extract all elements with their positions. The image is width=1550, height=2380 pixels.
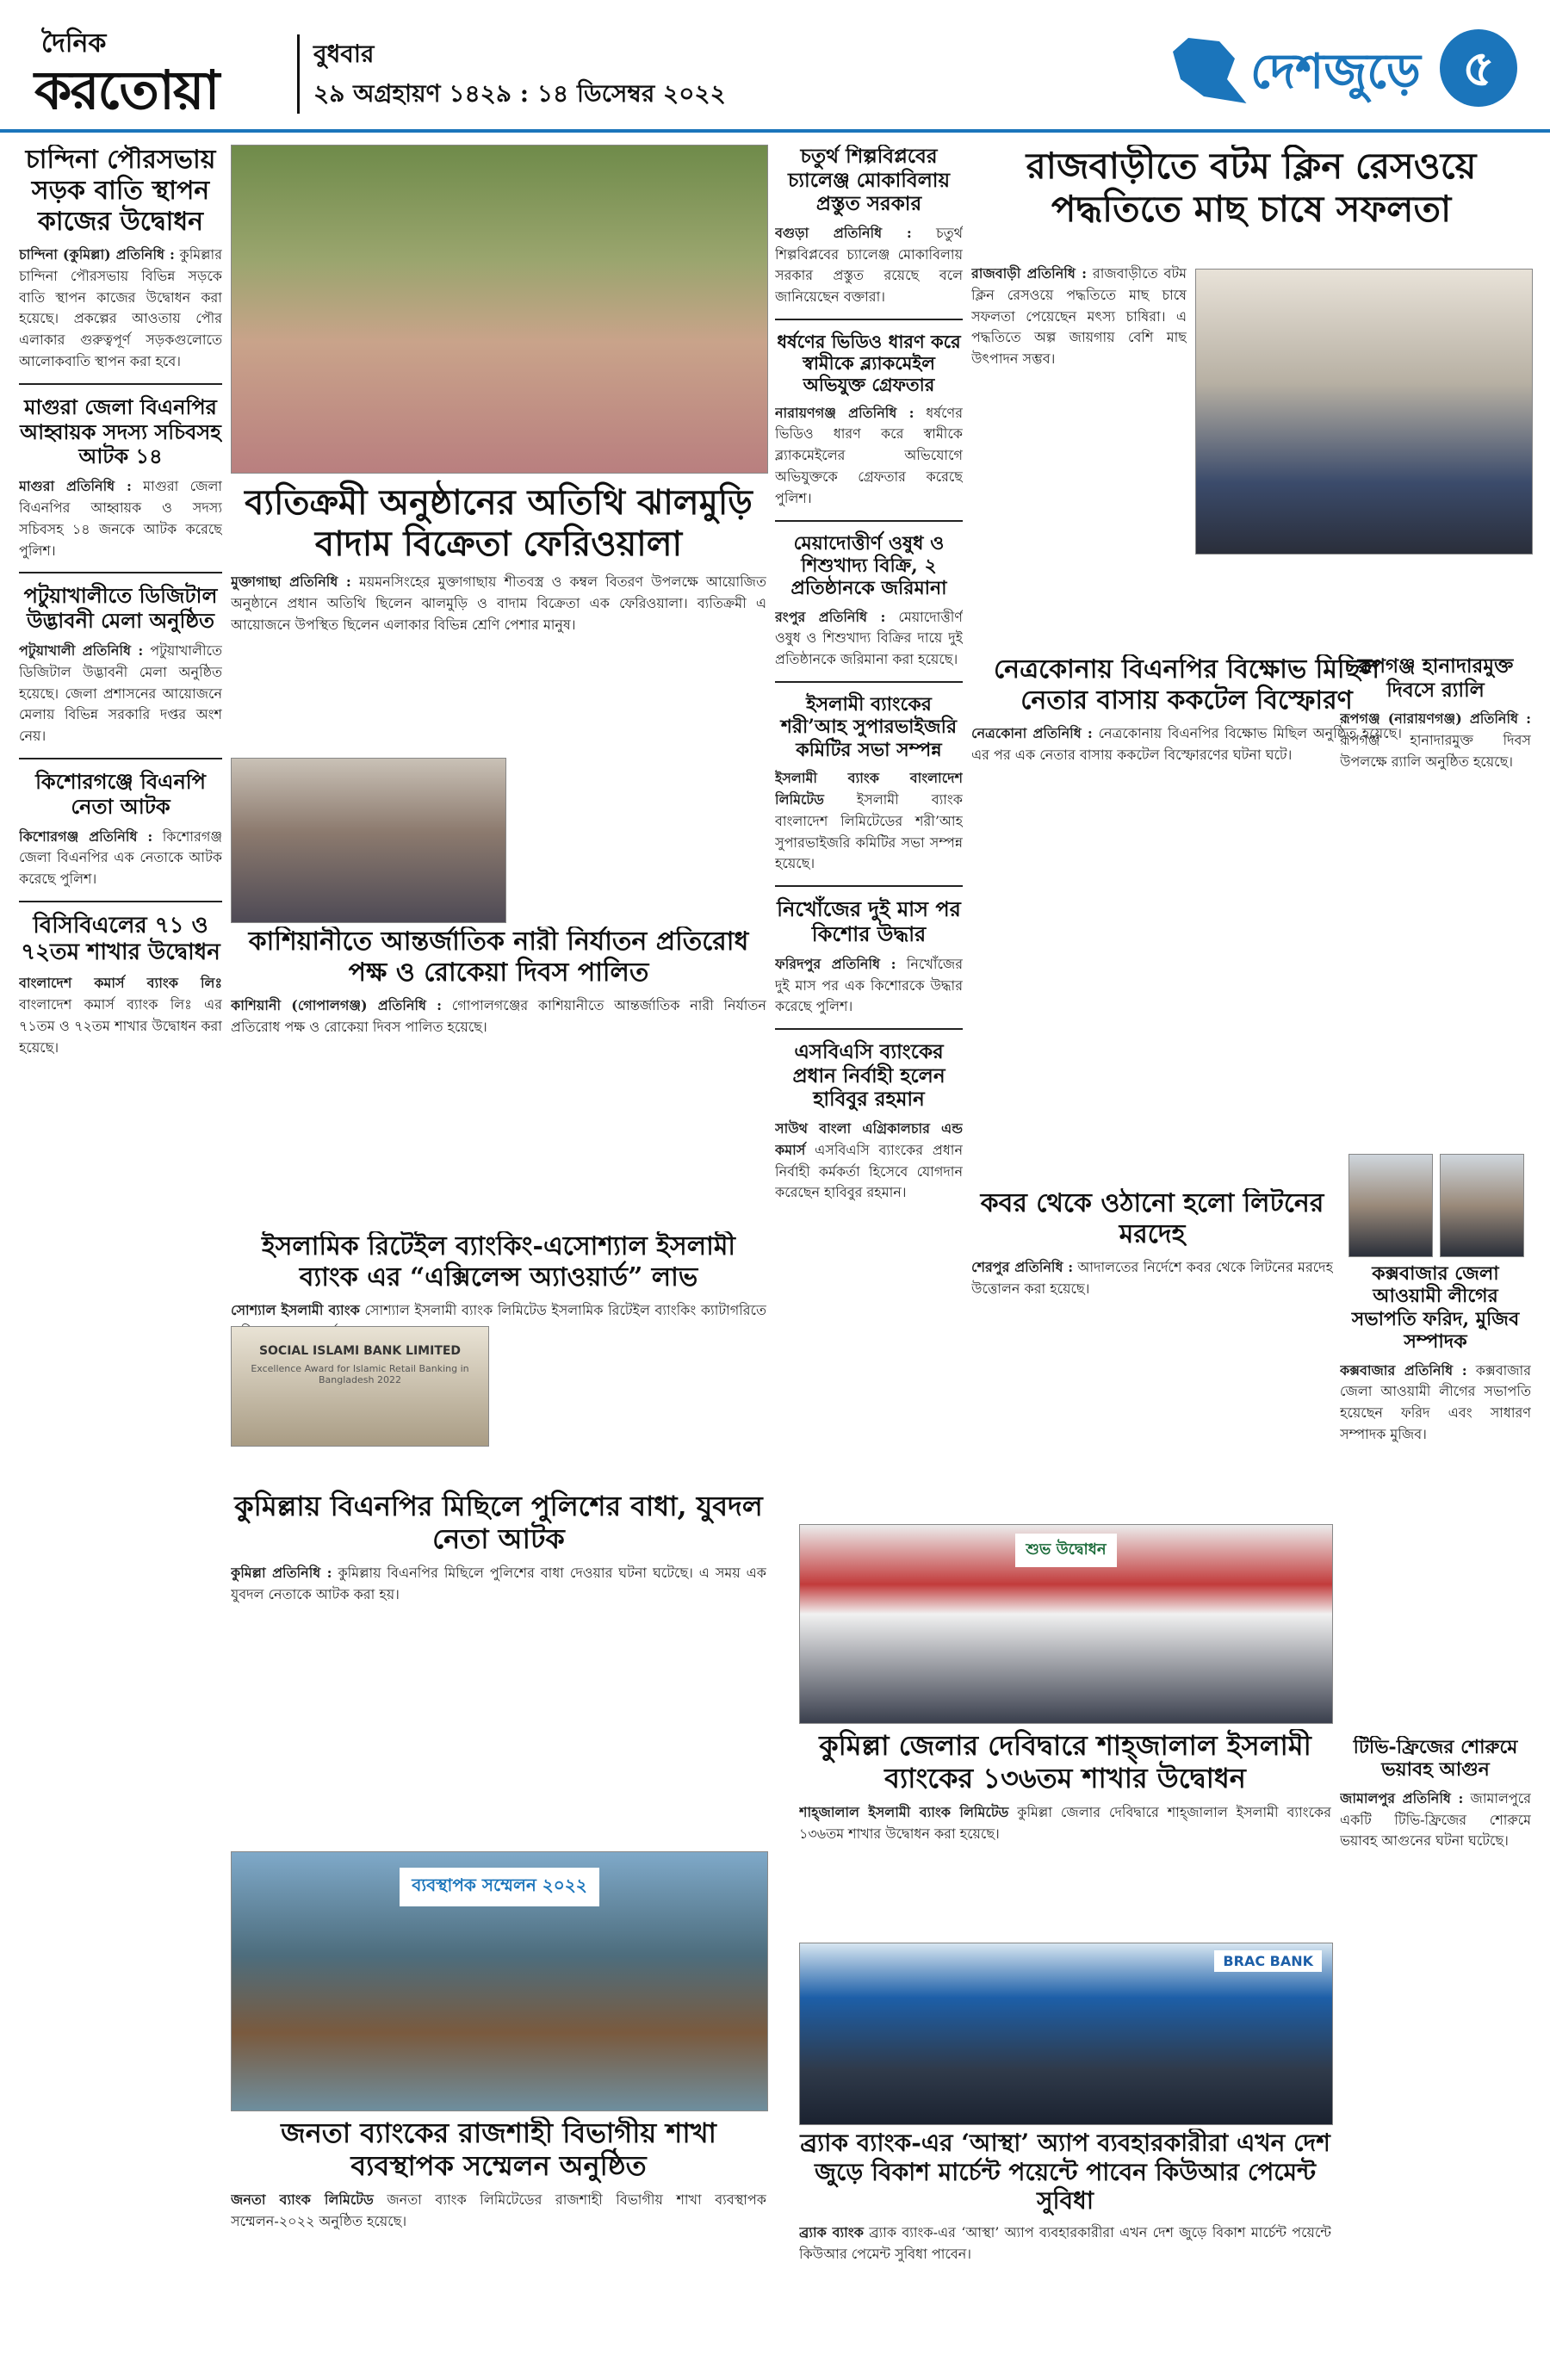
divider — [775, 319, 963, 320]
divider — [775, 1028, 963, 1030]
section-header — [1173, 29, 1517, 112]
headline-tv-fridge: টিভি-ফ্রিজের শোরুমে ভয়াবহ আগুন — [1353, 1736, 1518, 1782]
byline-byatikrami: মুক্তাগাছা প্রতিনিধি : — [231, 573, 351, 590]
text-brac: ব্র্যাক ব্যাংক-এর ‘আস্থা’ অ্যাপ ব্যবহারকারীরা এখন দেশ জুড়ে বিকাশ মার্চেন্ট পয়েন্টে কিউআর পেমেন্ট সুবিধা পাবেন। — [799, 2223, 1331, 2262]
section-label: দেশজুড়ে — [1250, 43, 1421, 100]
bangladesh-map-icon — [1173, 38, 1250, 107]
text-islamic-retail: সোশ্যাল ইসলামী ব্যাংক লিমিটেড ইসলামিক রিটেইল ব্যাংকিং ক্যাটাগরিতে — [364, 1302, 766, 1318]
text-rupganj: রূপগঞ্জ হানাদারমুক্ত দিবস উপলক্ষে র‌্যালি অনুষ্ঠিত হয়েছে। — [1340, 731, 1531, 770]
byline-meyad: রংপুর প্রতিনিধি : — [775, 608, 886, 625]
page-number: ৫ — [1440, 29, 1517, 107]
text-meyad: মেয়াদোত্তীর্ণ ওষুধ ও শিশুখাদ্য বিক্রির দায়ে দুই প্রতিষ্ঠানকে জরিমানা করা হয়েছে। — [775, 608, 963, 668]
coxsbazar-story — [1340, 1262, 1531, 1727]
headline-comilla-bnp: কুমিল্লায় বিএনপির মিছিলে পুলিশের বাধা, যুবদল নেতা আটক — [234, 1490, 763, 1556]
headline-chandina: চান্দিনা পৌরসভায় সড়ক বাতি স্থাপন কাজের উদ্বোধন — [25, 145, 216, 237]
headline-rupganj: রূপগঞ্জ হানাদারমুক্ত দিবসে র‌্যালি — [1357, 654, 1514, 702]
text-kabar: আদালতের নির্দেশে কবর থেকে লিটনের মরদেহ উত্তোলন করা হয়েছে। — [971, 1259, 1333, 1297]
kashiani-story — [231, 927, 766, 1228]
headline-islamic-retail: ইসলামিক রিটেইল ব্যাংকিং-এসোশ্যাল ইসলামী ব্যাংক এর “এক্সিলেন্স অ্যাওয়ার্ড” লাভ — [261, 1231, 736, 1292]
byline-netrokona: নেত্রকোনা প্রতিনিধি : — [971, 725, 1093, 741]
divider — [19, 383, 222, 385]
photo-brac-app — [799, 1943, 1333, 2125]
byline-shilpa: বগুড়া প্রতিনিধি : — [775, 224, 912, 241]
text-bcbl: বাংলাদেশ কমার্স ব্যাংক লিঃ এর ৭১তম ও ৭২তম শাখার উদ্বোধন করা হয়েছে। — [19, 996, 222, 1056]
headline-kishoreganj: কিশোরগঞ্জে বিএনপি নেতা আটক — [35, 768, 206, 819]
byline-rajbari: রাজবাড়ী প্রতিনিধি : — [971, 265, 1088, 282]
rajbari-story — [971, 145, 1531, 265]
headline-rajbari: রাজবাড়ীতে বটম ক্লিন রেসওয়ে পদ্ধতিতে মাছ চাষে সফলতা — [1026, 145, 1477, 231]
photo-award-certificate — [231, 1326, 489, 1447]
text-kashiani: গোপালগঞ্জের কাশিয়ানীতে আন্তর্জাতিক নারী নির্যাতন প্রতিরোধ পক্ষ ও রোকেয়া দিবস পালিত হয়েছে। — [231, 997, 766, 1035]
byline-comilla-bnp: কুমিল্লা প্রতিনিধি : — [231, 1564, 332, 1581]
rajbari-body — [971, 263, 1187, 565]
byline-magura: মাগুরা প্রতিনিধি : — [19, 478, 132, 495]
dateline — [297, 34, 726, 114]
column-left — [19, 145, 222, 2366]
masthead — [0, 0, 1550, 133]
headline-magura: মাগুরা জেলা বিএনপির আহ্বায়ক সদস্য সচিবসহ আটক ১৪ — [20, 394, 221, 469]
headline-shahjalal: কুমিল্লা জেলার দেবিদ্বারে শাহ্জালাল ইসলামী ব্যাংকের ১৩৬তম শাখার উদ্বোধন — [819, 1729, 1311, 1795]
divider — [19, 901, 222, 902]
text-chandina: কুমিল্লার চান্দিনা পৌরসভায় বিভিন্ন সড়কে বাতি স্থাপন কাজের উদ্বোধন করা হয়েছে। প্রকল্পের আওতায় পৌর এলাকার গুরুত্বপূর্ণ সড়কগুলোতে আলোকবাতি স্থাপন করা হবে। — [19, 246, 222, 369]
byline-kabar: শেরপুর প্রতিনিধি : — [971, 1259, 1074, 1275]
headline-patuakhali: পটুয়াখালীতে ডিজিটাল উদ্ভাবনী মেলা অনুষ্ঠিত — [23, 583, 218, 634]
text-shilpa: চতুর্থ শিল্পবিপ্লবের চ্যালেঞ্জ মোকাবিলায় সরকার প্রস্তুত রয়েছে বলে জানিয়েছেন বক্তারা। — [775, 224, 963, 306]
netrokona-story — [971, 654, 1402, 870]
portrait-mujib — [1440, 1154, 1524, 1257]
headline-byatikrami: ব্যতিক্রমী অনুষ্ঠানের অতিথি ঝালমুড়ি বাদাম বিক্রেতা ফেরিওয়ালা — [245, 482, 753, 564]
text-janata: জনতা ব্যাংক লিমিটেডের রাজশাহী বিভাগীয় শাখা ব্যবস্থাপক সম্মেলন-২০২২ অনুষ্ঠিত হয়েছে। — [231, 2191, 766, 2229]
byline-dharshan: নারায়ণগঞ্জ প্রতিনিধি : — [775, 404, 914, 421]
shahjalal-banner: শুভ উদ্বোধন — [1015, 1534, 1116, 1567]
text-comilla-bnp: কুমিল্লায় বিএনপির মিছিলে পুলিশের বাধা দেওয়ার ঘটনা ঘটেছে। এ সময় এক যুবদল নেতাকে আটক করা হয়। — [231, 1564, 766, 1602]
divider — [775, 885, 963, 887]
photo-kashiani-event — [231, 758, 506, 923]
brac-banner: BRAC BANK — [1214, 1950, 1322, 1972]
divider — [19, 572, 222, 573]
text-dharshan: ধর্ষণের ভিডিও ধারণ করে স্বামীকে ব্ল্যাকমেইলের অভিযোগে অভিযুক্তকে গ্রেফতার করেছে পুলিশ। — [775, 404, 963, 506]
byline-sbac: সাউথ বাংলা এগ্রিকালচার এন্ড কমার্স — [775, 1120, 963, 1158]
text-kishoreganj: কিশোরগঞ্জ জেলা বিএনপির এক নেতাকে আটক করেছে পুলিশ। — [19, 827, 222, 888]
byline-kishoreganj: কিশোরগঞ্জ প্রতিনিধি : — [19, 827, 153, 845]
photo-shahjalal-opening — [799, 1524, 1333, 1724]
headline-islami-bank-sharia: ইসলামী ব্যাংকের শরী’আহ সুপারভাইজরি কমিটির সভা সম্পন্ন — [780, 693, 958, 761]
headline-nikhoj: নিখোঁজের দুই মাস পর কিশোর উদ্ধার — [777, 896, 961, 947]
byline-tv-fridge: জামালপুর প্রতিনিধি : — [1340, 1789, 1464, 1807]
column-right-narrow — [1340, 654, 1531, 1145]
headline-sbac: এসবিএসি ব্যাংকের প্রধান নির্বাহী হলেন হাবিবুর রহমান — [792, 1040, 946, 1112]
headline-janata: জনতা ব্যাংকের রাজশাহী বিভাগীয় শাখা ব্যবস্থাপক সম্মেলন অনুষ্ঠিত — [281, 2117, 716, 2183]
headline-meyad: মেয়াদোত্তীর্ণ ওষুধ ও শিশুখাদ্য বিক্রি, ২ প্রতিষ্ঠানকে জরিমানা — [790, 531, 947, 600]
headline-shilpa: চতুর্থ শিল্পবিপ্লবের চ্যালেঞ্জ মোকাবিলায় প্রস্তুত সরকার — [787, 145, 951, 216]
headline-coxsbazar: কক্সবাজার জেলা আওয়ামী লীগের সভাপতি ফরিদ, মুজিব সম্পাদক — [1351, 1262, 1520, 1354]
byline-patuakhali: পটুয়াখালী প্রতিনিধি : — [19, 641, 144, 659]
byline-kashiani: কাশিয়ানী (গোপালগঞ্জ) প্রতিনিধি : — [231, 997, 443, 1013]
headline-bcbl: বিসিবিএলের ৭১ ও ৭২তম শাখার উদ্বোধন — [21, 912, 220, 966]
byline-coxsbazar: কক্সবাজার প্রতিনিধি : — [1340, 1361, 1467, 1379]
text-rajbari: রাজবাড়ীতে বটম ক্লিন রেসওয়ে পদ্ধতিতে মাছ চাষে সফলতা পেয়েছেন মৎস্য চাষিরা। এ পদ্ধতিতে অল্প জায়গায় বেশি মাছ উৎপাদন সম্ভব। — [971, 265, 1187, 368]
headline-kabar: কবর থেকে ওঠানো হলো লিটনের মরদেহ — [980, 1188, 1324, 1249]
janata-story — [231, 2117, 766, 2366]
text-tv-fridge: জামালপুরে একটি টিভি-ফ্রিজের শোরুমে ভয়াবহ আগুনের ঘটনা ঘটেছে। — [1340, 1789, 1531, 1850]
kabar-story — [971, 1188, 1333, 1360]
text-sbac: এসবিএসি ব্যাংকের প্রধান নির্বাহী কর্মকর্তা হিসেবে যোগদান করেছেন হাবিবুর রহমান। — [775, 1141, 963, 1201]
headline-netrokona: নেত্রকোনায় বিএনপির বিক্ষোভ মিছিল নেতার বাসায় ককটেল বিস্ফোরণ — [994, 654, 1380, 716]
headline-dharshan: ধর্ষণের ভিডিও ধারণ করে স্বামীকে ব্ল্যাকমেইল অভিযুক্ত গ্রেফতার — [777, 330, 961, 396]
text-magura: মাগুরা জেলা বিএনপির আহ্বায়ক ও সদস্য সচিবসহ ১৪ জনকে আটক করেছে পুলিশ। — [19, 478, 222, 559]
byline-brac: ব্র্যাক ব্যাংক — [799, 2223, 864, 2241]
byline-chandina: চান্দিনা (কুমিল্লা) প্রতিনিধি : — [19, 246, 175, 263]
text-coxsbazar: কক্সবাজার জেলা আওয়ামী লীগের সভাপতি হয়েছেন ফরিদ এবং সাধারণ সম্পাদক মুজিব। — [1340, 1361, 1531, 1442]
byline-shahjalal: শাহ্জালাল ইসলামী ব্যাংক লিমিটেড — [799, 1803, 1009, 1820]
byline-bcbl: বাংলাদেশ কমার্স ব্যাংক লিঃ — [19, 975, 222, 992]
award-title: SOCIAL ISLAMI BANK LIMITED — [258, 1344, 462, 1358]
byline-nikhoj: ফরিদপুর প্রতিনিধি : — [775, 955, 896, 972]
text-shahjalal: কুমিল্লা জেলার দেবিদ্বারে শাহ্জালাল ইসলামী ব্যাংকের ১৩৬তম শাখার উদ্বোধন করা হয়েছে। — [799, 1803, 1331, 1842]
date: ২৯ অগ্রহায়ণ ১৪২৯ : ১৪ ডিসেম্বর ২০২২ — [313, 79, 726, 108]
award-subtitle: Excellence Award for Islamic Retail Banking in Bangladesh 2022 — [251, 1363, 469, 1385]
shahjalal-story — [799, 1729, 1331, 1936]
divider — [19, 758, 222, 759]
byline-islami-bank-sharia: ইসলামী ব্যাংক বাংলাদেশ লিমিটেড — [775, 770, 963, 809]
logo-small: দৈনিক — [41, 28, 107, 59]
logo-main: করতোয়া — [34, 59, 219, 121]
photo-blanket-distribution — [231, 145, 768, 474]
headline-brac: ব্র্যাক ব্যাংক-এর ‘আস্থা’ অ্যাপ ব্যবহারকারীরা এখন দেশ জুড়ে বিকাশ মার্চেন্ট পয়েন্টে পাবেন কিউআর পেমেন্ট সুবিধা — [800, 2129, 1330, 2216]
photo-fish-farming — [1195, 269, 1533, 555]
divider — [775, 681, 963, 683]
headline-kashiani: কাশিয়ানীতে আন্তর্জাতিক নারী নির্যাতন প্রতিরোধ পক্ষ ও রোকেয়া দিবস পালিত — [248, 927, 749, 988]
divider — [775, 520, 963, 522]
text-patuakhali: পটুয়াখালীতে ডিজিটাল উদ্ভাবনী মেলা অনুষ্ঠিত হয়েছে। জেলা প্রশাসনের আয়োজনে মেলায় বিভিন্ন সরকারি দপ্তর অংশ নেয়। — [19, 641, 222, 745]
text-netrokona: নেত্রকোনায় বিএনপির বিক্ষোভ মিছিল অনুষ্ঠিত হয়েছে। এর পর এক নেতার বাসায় ককটেল বিস্ফোরণের ঘটনা ঘটে। — [971, 725, 1402, 763]
day: বুধবার — [313, 40, 375, 68]
byline-rupganj: রূপগঞ্জ (নারায়ণগঞ্জ) প্রতিনিধি : — [1340, 710, 1531, 728]
brac-story — [799, 2129, 1331, 2365]
photo-janata-conference — [231, 1851, 768, 2111]
janata-banner: ব্যবস্থাপক সম্মেলন ২০২২ — [400, 1868, 599, 1906]
tv-fridge-story — [1340, 1736, 1531, 2365]
byline-janata: জনতা ব্যাংক লিমিটেড — [231, 2191, 374, 2208]
comilla-bnp-story — [231, 1490, 766, 1817]
byline-islamic-retail: সোশ্যাল ইসলামী ব্যাংক — [231, 1302, 360, 1318]
text-byatikrami: ময়মনসিংহের মুক্তাগাছায় শীতবস্ত্র ও কম্বল বিতরণ উপলক্ষে আয়োজিত অনুষ্ঠানে প্রধান অতিথি ছিলেন ঝালমুড়ি ও বাদাম বিক্রেতা এক ফেরিওয়ালা। ব্যতিক্রমী এ আয়োজনে উপস্থিত ছিলেন এলাকার বিভিন্ন শ্রেণি পেশার মানুষ। — [231, 573, 766, 633]
portrait-farid — [1348, 1154, 1433, 1257]
text-islami-bank-sharia: ইসলামী ব্যাংক বাংলাদেশ লিমিটেডের শরী’আহ সুপারভাইজরি কমিটির সভা সম্পন্ন হয়েছে। — [775, 791, 963, 872]
text-nikhoj: নিখোঁজের দুই মাস পর এক কিশোরকে উদ্ধার করেছে পুলিশ। — [775, 955, 963, 1015]
